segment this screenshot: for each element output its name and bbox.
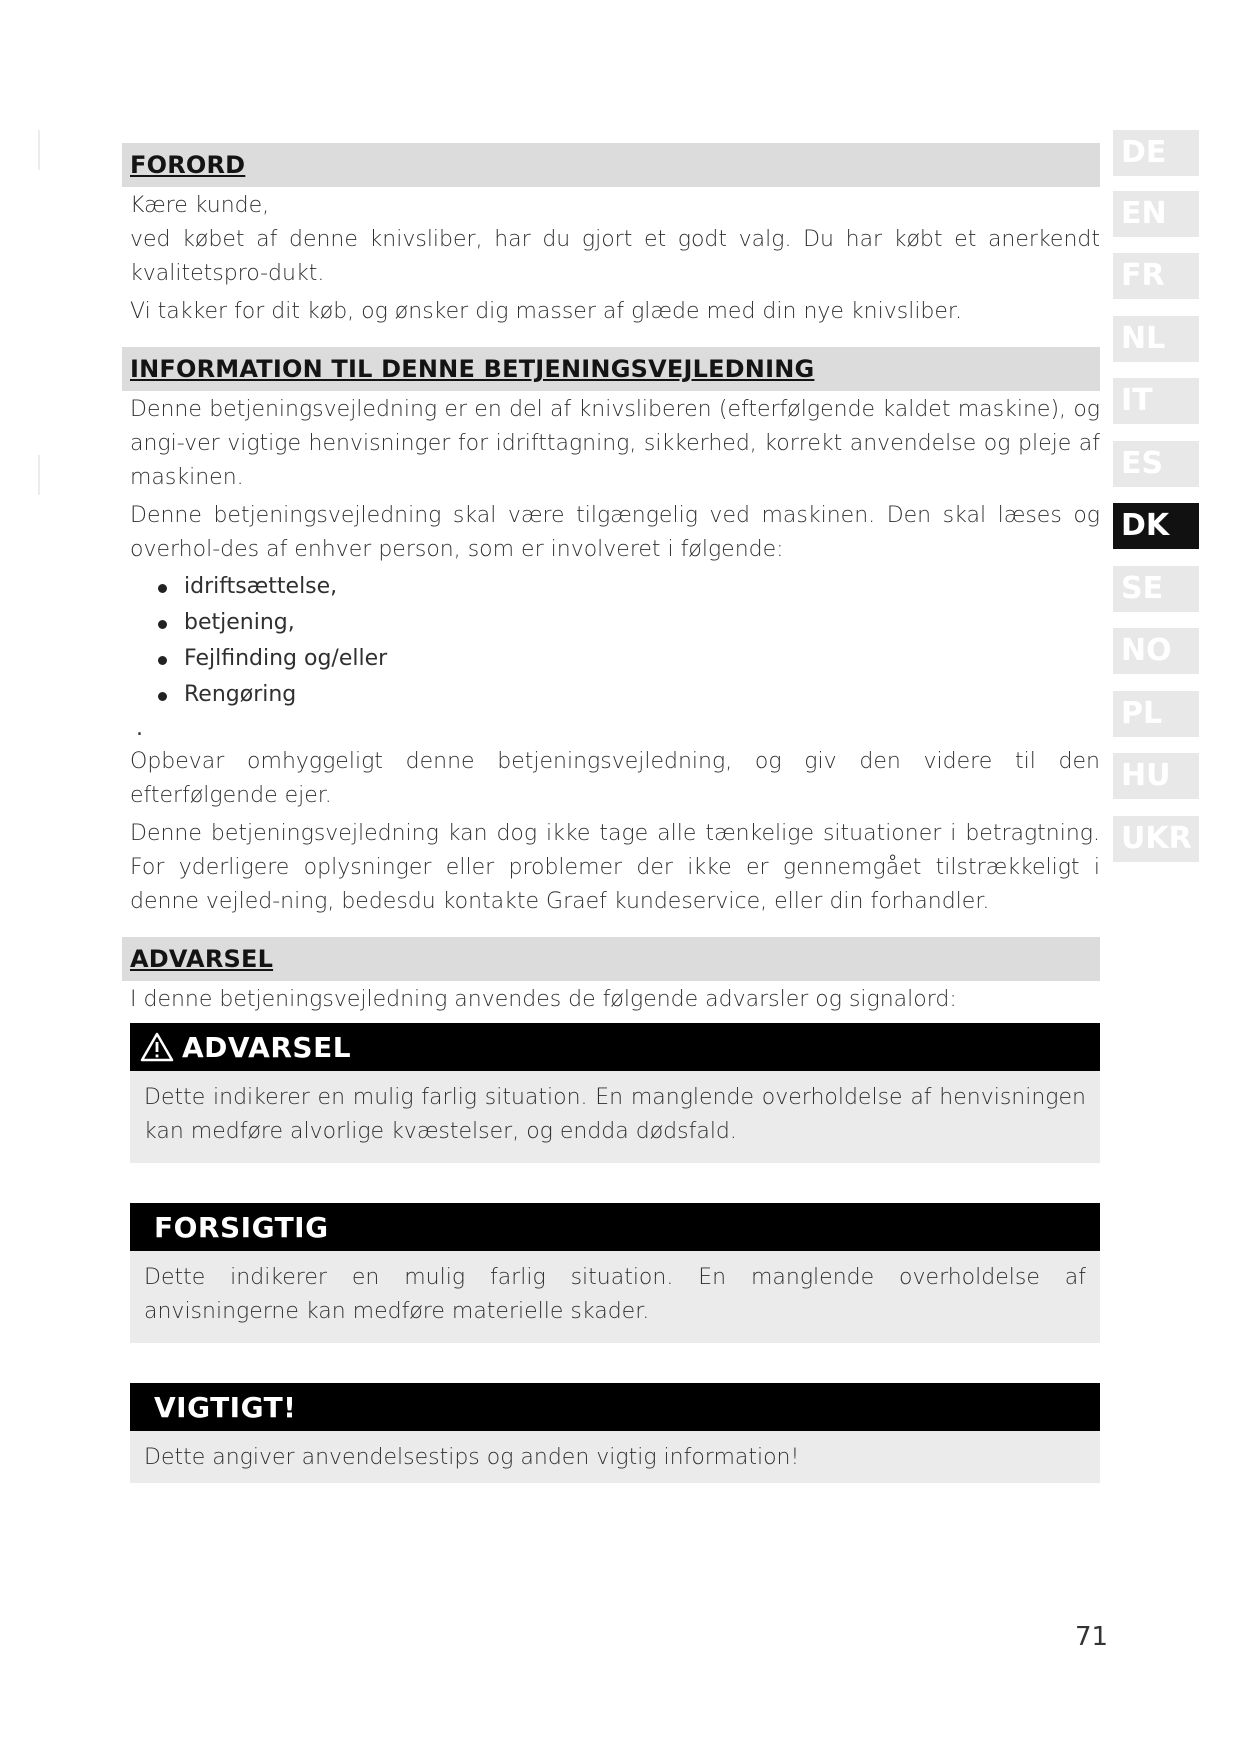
list-item: Rengøring [158,677,1100,713]
section-heading-advarsel [122,937,1100,981]
left-edge-mark [38,455,40,495]
caution-notice-body [130,1251,1100,1343]
paragraph: Denne betjeningsvejledning er en del af knivsliberen (efterfølgende kaldet maskine), og angi-ver vigtige henvisninger for idrifttagning, sikkerhed, korrekt anvendelse og pleje af maskinen. [130,397,1100,490]
caution-label: FORSIGTIG [154,1210,329,1244]
stray-dot: . [136,716,143,741]
list-item: idriftsættelse, [158,569,1100,605]
list-item: Fejlfinding og/eller [158,641,1100,677]
caution-notice-header [130,1203,1100,1251]
important-label: VIGTIGT! [154,1390,297,1424]
important-notice [130,1383,1100,1483]
section-heading-information [122,347,1100,391]
section-title: FORORD [130,151,246,179]
tab-dk[interactable]: DK [1113,503,1199,549]
page-content [130,143,1100,1483]
bullet-list [130,569,1100,713]
section-heading-forord [122,143,1100,187]
tab-it[interactable]: IT [1113,378,1199,424]
paragraph: Opbevar omhyggeligt denne betjeningsvejledning, og giv den videre til den efterfølgende ejer. [130,749,1100,808]
tab-hu[interactable]: HU [1113,753,1199,799]
tab-es[interactable]: ES [1113,441,1199,487]
tab-se[interactable]: SE [1113,566,1199,612]
paragraph: Denne betjeningsvejledning kan dog ikke tage alle tænkelige situationer i betragtning. For yderligere oplysninger eller problemer der ikke er gennemgået tilstrækkeligt i denne vejled-ning, bedesdu kontakte Graef kundeservice, eller din forhandler. [130,821,1100,914]
warning-triangle-icon [140,1032,174,1062]
tab-pl[interactable]: PL [1113,691,1199,737]
paragraph: ved købet af denne knivsliber, har du gjort et godt valg. Du har købt et anerkendt kvalitetspro-dukt. [130,227,1100,286]
tab-de[interactable]: DE [1113,130,1199,176]
warning-label: ADVARSEL [182,1030,352,1064]
important-text: Dette angiver anvendelsestips og anden vigtig information! [144,1445,800,1470]
paragraph: I denne betjeningsvejledning anvendes de følgende advarsler og signalord: [130,987,957,1012]
caution-text: Dette indikerer en mulig farlig situation. En manglende overholdelse af anvisningerne kan medføre materielle skader. [144,1265,1086,1324]
section-title: INFORMATION TIL DENNE BETJENINGSVEJLEDNING [130,355,815,383]
tab-en[interactable]: EN [1113,191,1199,237]
tab-nl[interactable]: NL [1113,316,1199,362]
tab-no[interactable]: NO [1113,628,1199,674]
greeting: Kære kunde, [130,193,270,218]
tab-ukr[interactable]: UKR [1113,816,1199,862]
warning-notice [130,1023,1100,1163]
warning-text: Dette indikerer en mulig farlig situation. En manglende overholdelse af henvisningen kan medføre alvorlige kvæstelser, og endda dødsfald. [144,1085,1086,1144]
left-edge-mark [38,130,40,170]
paragraph: Denne betjeningsvejledning skal være tilgængelig ved maskinen. Den skal læses og overhol-des af enhver person, som er involveret i følgende: [130,503,1100,562]
important-notice-body [130,1431,1100,1483]
page-number: 71 [1075,1622,1109,1652]
section-title: ADVARSEL [130,945,274,973]
list-item: betjening, [158,605,1100,641]
paragraph: Vi takker for dit køb, og ønsker dig masser af glæde med din nye knivsliber. [130,299,962,324]
tab-fr[interactable]: FR [1113,253,1199,299]
caution-notice [130,1203,1100,1343]
important-notice-header [130,1383,1100,1431]
warning-notice-header [130,1023,1100,1071]
warning-notice-body [130,1071,1100,1163]
